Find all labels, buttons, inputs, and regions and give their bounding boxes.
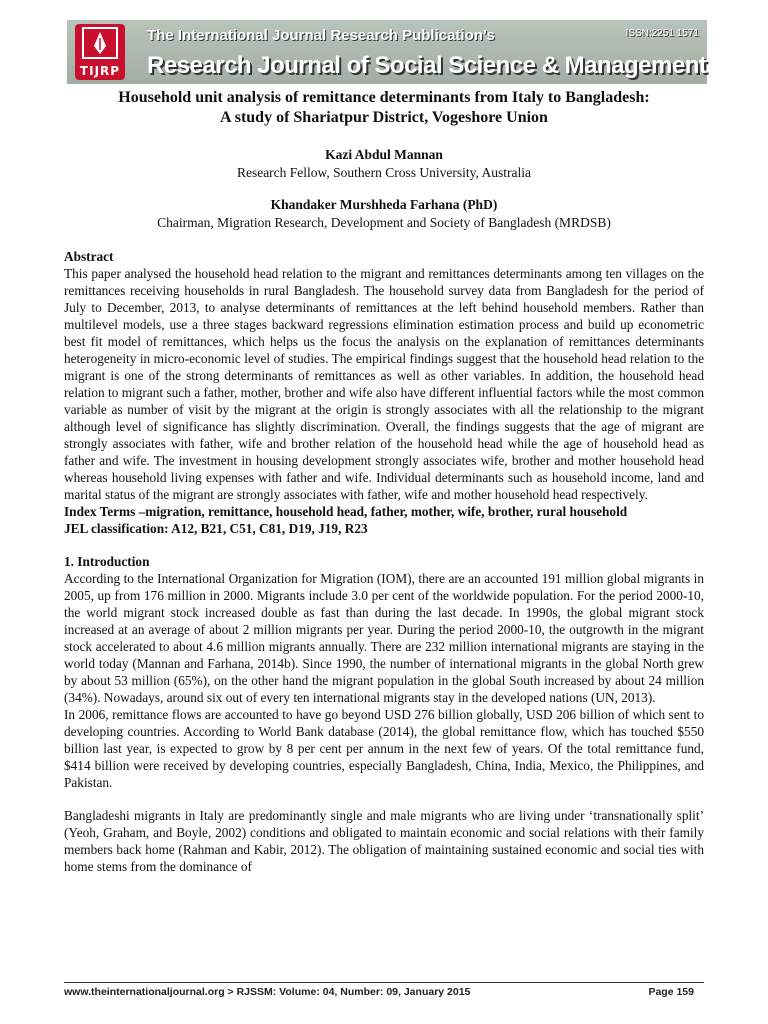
author-2: [64, 196, 704, 232]
logo-letters: TIJRP: [79, 64, 121, 78]
footer-divider: [64, 982, 704, 983]
journal-title: Research Journal of Social Science & Management: [147, 52, 707, 79]
publisher-name: The International Journal Research Publication’s: [147, 27, 495, 44]
page-number: Page 159: [648, 986, 694, 998]
jel-classification: JEL classification: A12, B21, C51, C81, D19, J19, R23: [64, 521, 368, 536]
author-2-affiliation: Chairman, Migration Research, Development and Society of Bangladesh (MRDSB): [157, 215, 611, 230]
author-1: [64, 146, 704, 182]
intro-paragraph-2: In 2006, remittance flows are accounted to have go beyond USD 276 billion globally, USD 206 billion of which sent to developing countries. According to World Bank database (2014), the global remittance flow, which has touched $550 billion last year, is expected to grow by 8 per cent per annum in the next few of years. Of the total remittance fund, $414 billion were received by developing countries, especially Bangladesh, China, India, Mexico, the Philippines, and Pakistan.: [64, 707, 704, 790]
page-content: [64, 88, 704, 875]
intro-paragraph-3: Bangladeshi migrants in Italy are predominantly single and male migrants who are living under ‘transnationally split’ (Yeoh, Graham, and Boyle, 2002) conditions and obligated to maintain economic and social relations with their family members back home (Rahman and Kabir, 2012). The obligation of maintaining sustained economic and social ties with home stems from the dominance of: [64, 808, 704, 874]
index-terms: Index Terms –migration, remittance, household head, father, mother, wife, brother, rural household: [64, 504, 628, 519]
author-2-name: Khandaker Murshheda Farhana (PhD): [270, 197, 498, 212]
pen-nib-icon: [75, 24, 125, 64]
issn-number: ISSN:2251 1571: [625, 28, 699, 39]
author-1-affiliation: Research Fellow, Southern Cross University, Australia: [236, 165, 532, 180]
journal-logo: [75, 24, 125, 80]
journal-banner: [67, 20, 707, 84]
abstract-heading: Abstract: [64, 249, 114, 264]
author-1-name: Kazi Abdul Mannan: [325, 147, 443, 162]
paper-title-line1: Household unit analysis of remittance determinants from Italy to Bangladesh:: [118, 89, 650, 106]
intro-paragraph-1: According to the International Organization for Migration (IOM), there are an accounted 191 million global migrants in 2005, up from 176 million in 2000. Migrants include 3.0 per cent of the worldwide population. For the period 2000-10, the world migrant stock increased double as fast than during the last decade. In 1990s, the global migrant stock increased at an average of about 2 million migrants per year. During the period 2000-10, the outgrowth in the migrant stock accelerated to about 4.6 million migrants annually. There are 232 million international migrants are staying in the world today (Mannan and Farhana, 2014b). Since 1990, the number of international migrants in the global North grew by about 53 million (65%), on the other hand the migrant population in the global South increased by about 24 million (34%). Nowadays, around six out of every ten international migrants stay in the developed nations (UN, 2013).: [64, 571, 704, 705]
paper-title-line2: A study of Shariatpur District, Vogeshore Union: [220, 109, 548, 126]
abstract-text: This paper analysed the household head relation to the migrant and remittances determinants among ten villages on the remittances receiving households in rural Bangladesh. The household survey data from Bangladesh for the period of July to December, 2013, to analyse determinants of remittances at the left behind household members. Rather than multilevel models, use a three stages backward regressions elimination estimation process and build up econometric best fit model of remittances, which helps us the focus the analysis on the explanation of remittances determinants heterogeneity in micro-economic level of studies. The empirical findings suggest that the household head relation to the migrant is one of the strong determinants of remittances as well as other variables. In addition, the household head relation to migrant such a father, mother, brother and wife also have different influential factors while the most common variable as number of visit by the migrant at the origin is strongly associates with all the relationship to the migrant although level of significance has slightly discrimination. Overall, the findings suggests that the age of migrant are strongly associates with father, wife and brother relation of the household head while the age of household head as father and wife. The investment in housing development strongly associates wife, brother and mother household head whereas household living expenses with father and wife. Individual determinants such as household income, land and marital status of the migrant are strongly associates with father, wife and mother household head respectively.: [64, 266, 704, 502]
page-footer: [64, 986, 704, 998]
introduction-heading: 1. Introduction: [64, 554, 150, 569]
footer-citation: www.theinternationaljournal.org > RJSSM: Volume: 04, Number: 09, January 2015: [64, 986, 471, 998]
